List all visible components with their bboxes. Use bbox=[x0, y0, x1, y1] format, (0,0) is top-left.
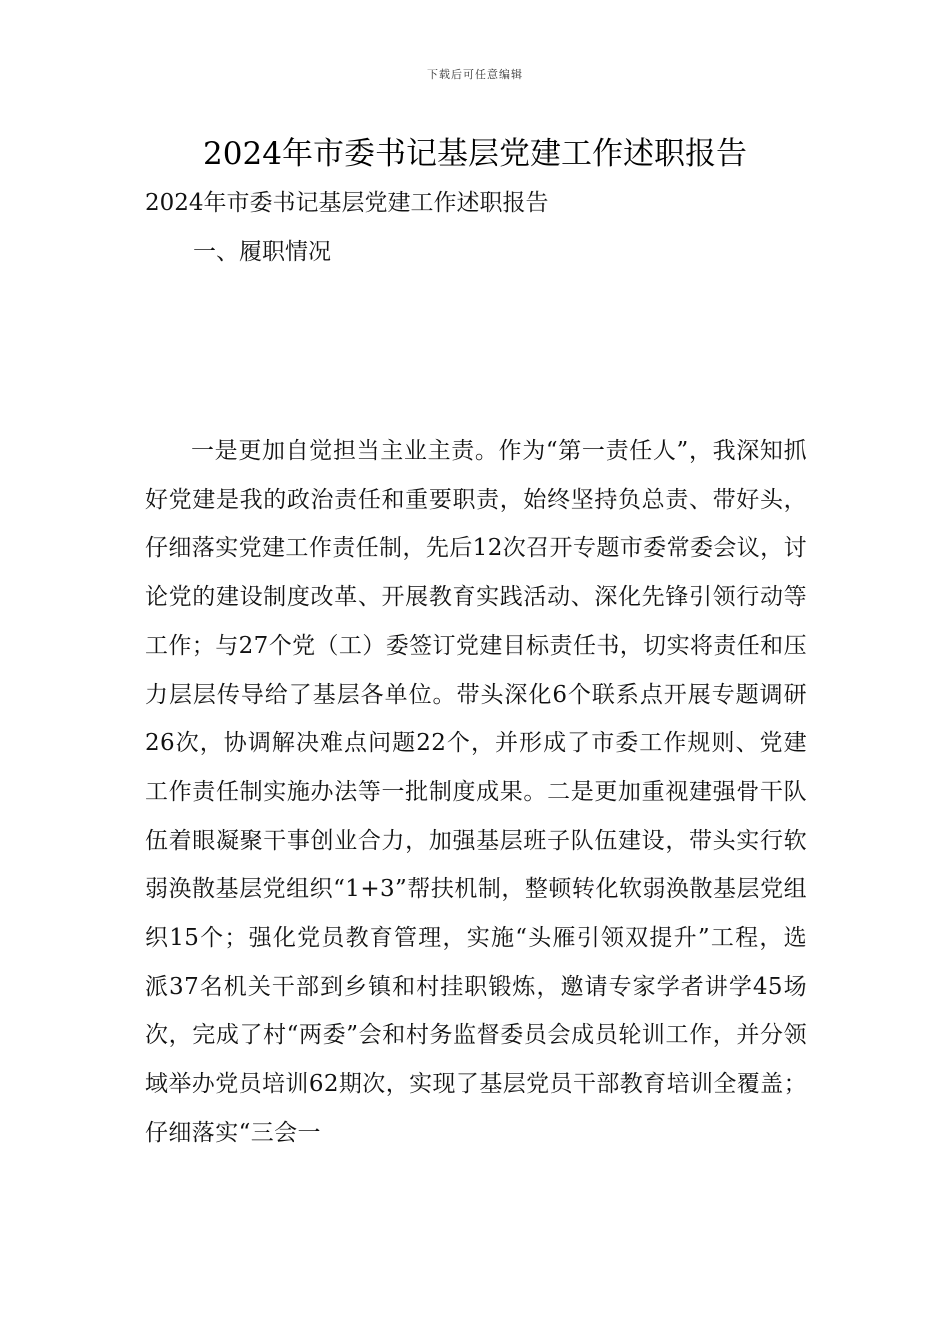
section-heading: 一、履职情况 bbox=[193, 239, 331, 265]
body-paragraph: 一是更加自觉担当主业主责。作为“第一责任人”，我深知抓好党建是我的政治责任和重要职责，始终坚持负总责、带好头，仔细落实党建工作责任制，先后12次召开专题市委常委会议，讨论党的建设制度改革、开展教育实践活动、深化先锋引领行动等工作；与27个党（工）委签订党建目标责任书，切实将责任和压力层层传导给了基层各单位。带头深化6个联系点开展专题调研26次，协调解决难点问题22个，并形成了市委工作规则、党建工作责任制实施办法等一批制度成果。二是更加重视建强骨干队伍着眼凝聚干事创业合力，加强基层班子队伍建设，带头实行软弱涣散基层党组织“1+3”帮扶机制，整顿转化软弱涣散基层党组织15个；强化党员教育管理，实施“头雁引领双提升”工程，选派37名机关干部到乡镇和村挂职锻炼，邀请专家学者讲学45场次，完成了村“两委”会和村务监督委员会成员轮训工作，并分领域举办党员培训62期次，实现了基层党员干部教育培训全覆盖；仔细落实“三会一 bbox=[145, 438, 807, 1146]
page-header-note: 下载后可任意编辑 bbox=[427, 68, 523, 81]
document-subtitle: 2024年市委书记基层党建工作述职报告 bbox=[145, 190, 549, 216]
document-title: 2024年市委书记基层党建工作述职报告 bbox=[203, 136, 747, 172]
